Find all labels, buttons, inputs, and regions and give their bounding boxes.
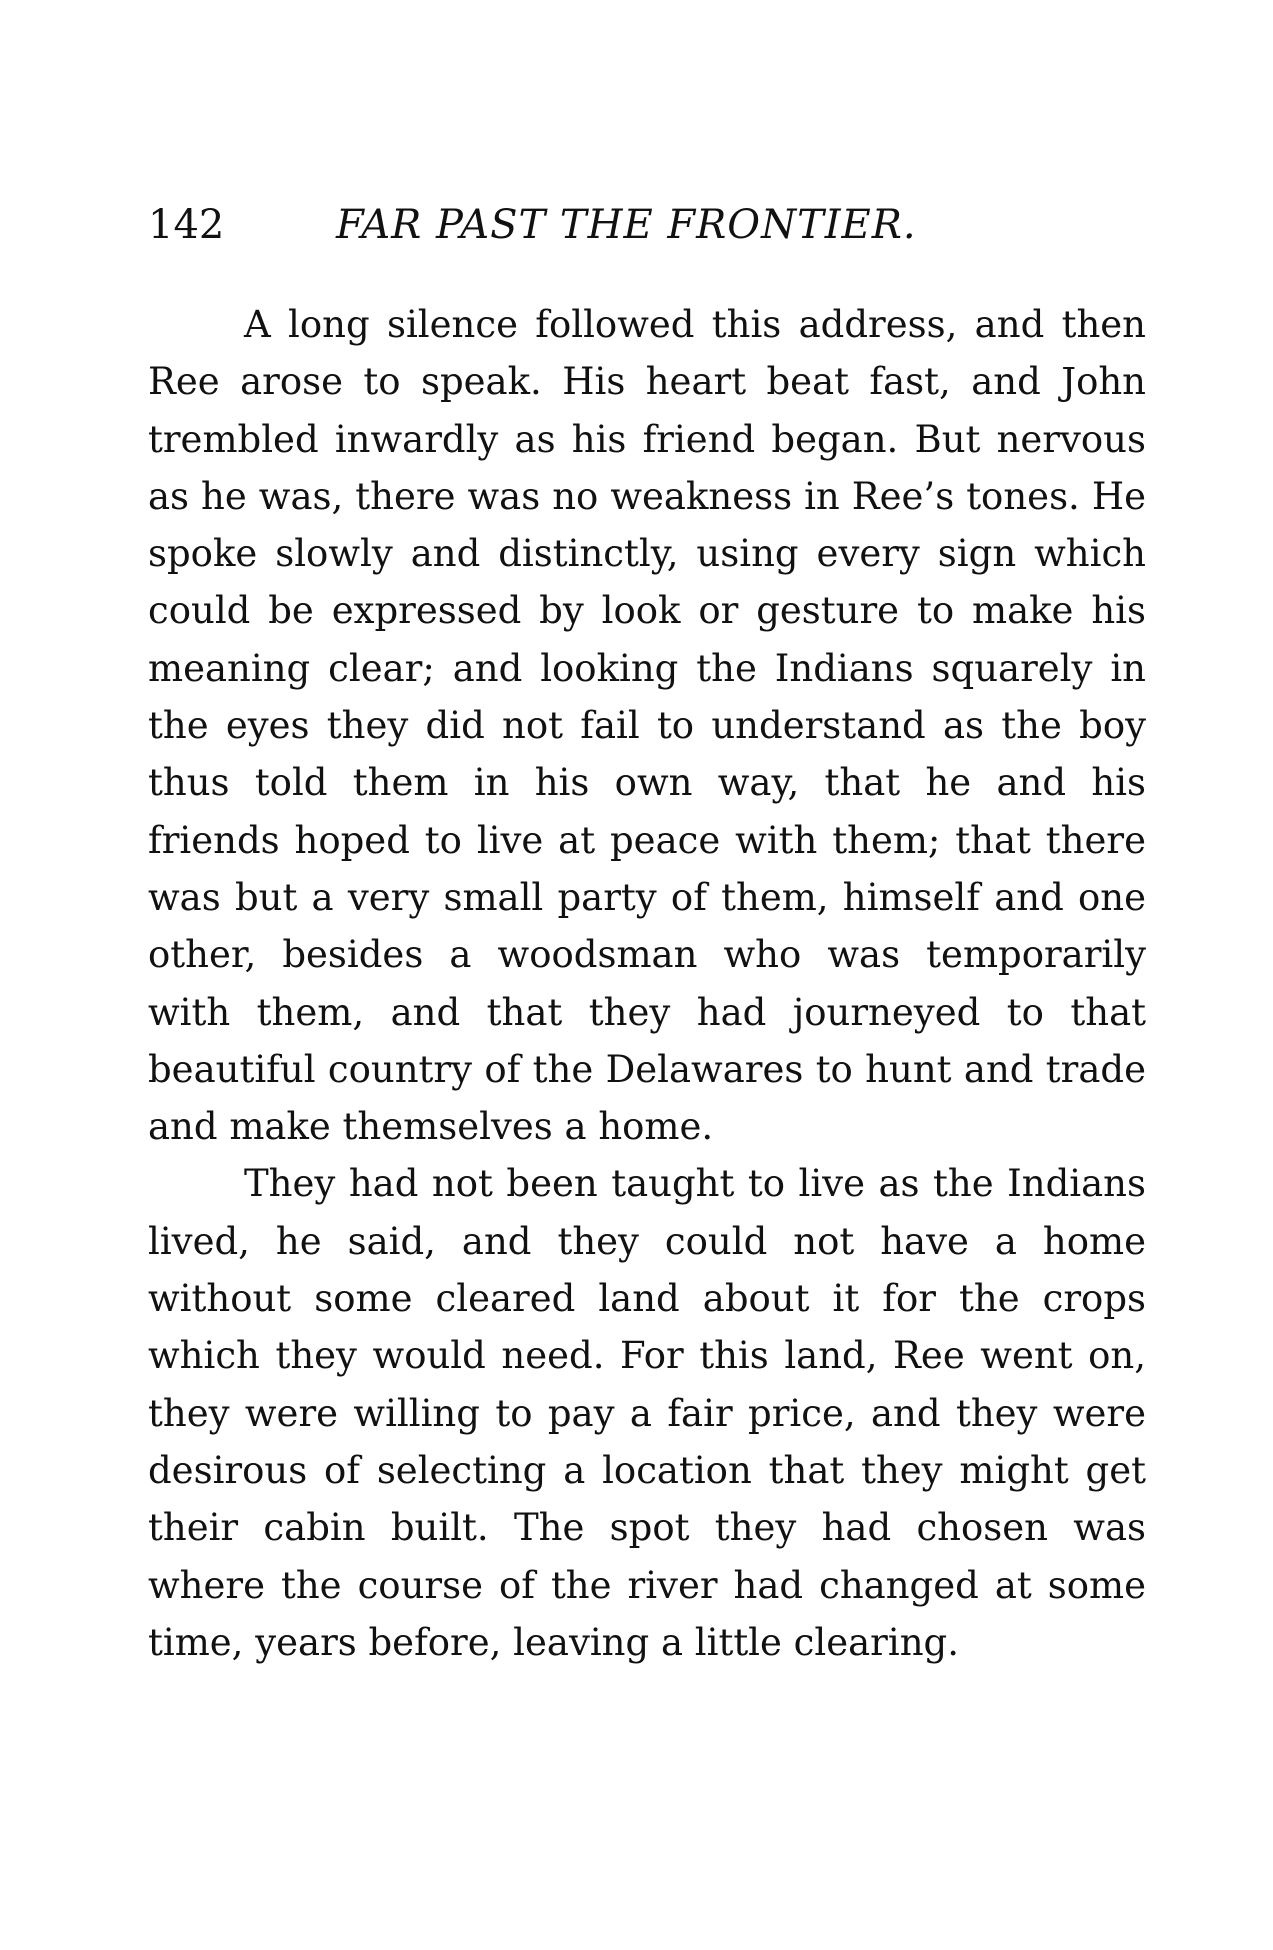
body-text bbox=[148, 296, 1146, 1671]
page-header bbox=[148, 195, 1148, 255]
paragraph-2: They had not been taught to live as the Indians lived, he said, and they could not have a home without some cleared land about it for the crops which they would need. For this land, Ree went on, they were willing to pay a fair price, and they were desirous of selecting a location that they might get their cabin built. The spot they had chosen was where the course of the river had changed at some time, years before, leaving a little clearing. bbox=[148, 1162, 1146, 1664]
paragraph-1: A long silence followed this address, and then Ree arose to speak. His heart beat fast, and John trembled inwardly as his friend began. But nervous as he was, there was no weakness in Ree’s tones. He spoke slowly and distinctly, using every sign which could be expressed by look or gesture to make his meaning clear; and looking the Indians squarely in the eyes they did not fail to understand as the boy thus told them in his own way, that he and his friends hoped to live at peace with them; that there was but a very small party of them, himself and one other, besides a woodsman who was temporarily with them, and that they had journeyed to that beautiful country of the Delawares to hunt and trade and make themselves a home. bbox=[148, 303, 1146, 1149]
running-title: FAR PAST THE FRONTIER. bbox=[336, 202, 917, 248]
page-number: 142 bbox=[148, 202, 225, 248]
